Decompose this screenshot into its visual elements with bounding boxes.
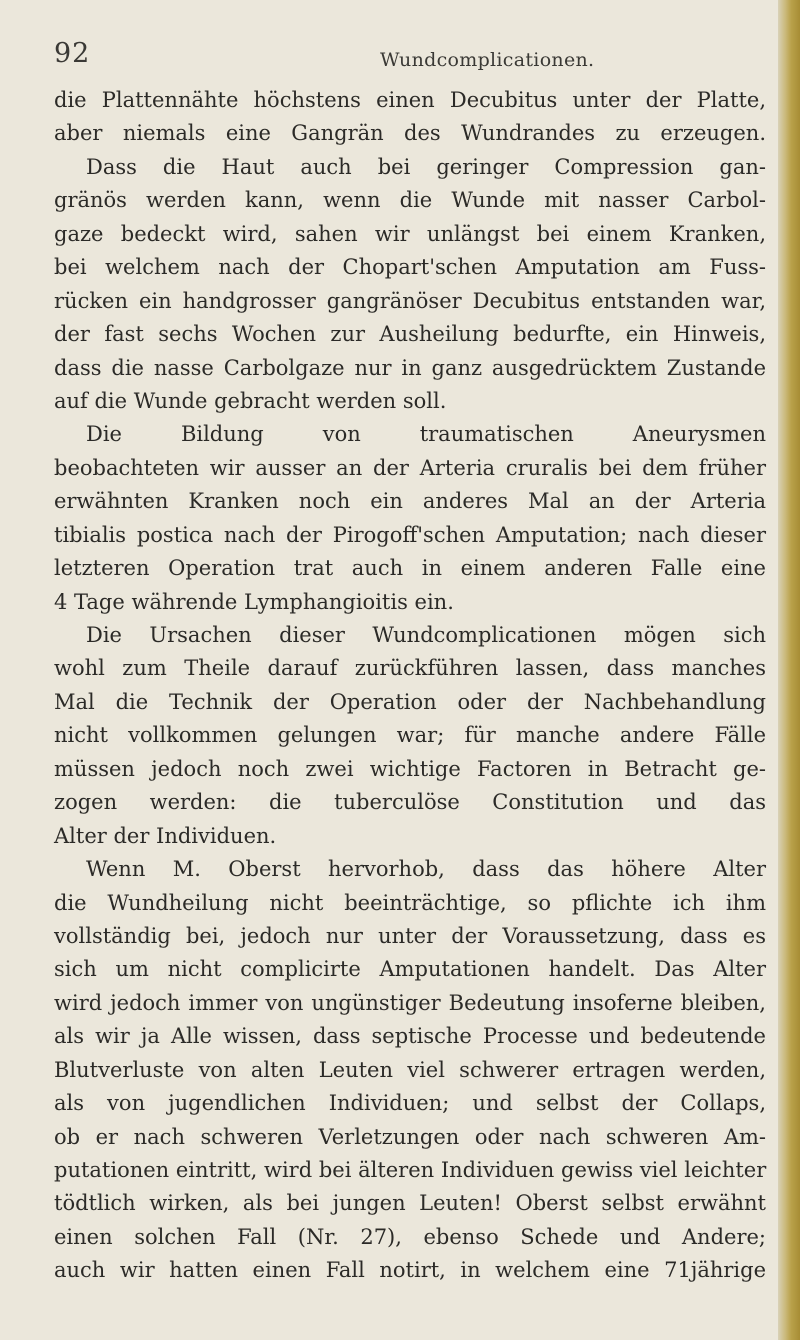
running-title: Wundcomplicationen.	[380, 49, 595, 71]
book-binding-edge	[778, 0, 800, 1340]
text-line: als von jugendlichen Individuen; und selbst der Collaps,	[54, 1091, 766, 1116]
running-header	[0, 38, 780, 71]
text-line: 4 Tage währende Lymphangioitis ein.	[54, 589, 454, 614]
text-line: Mal die Technik der Operation oder der Nachbehandlung	[54, 689, 766, 714]
text-line: wird jedoch immer von ungünstiger Bedeutung insoferne bleiben,	[54, 990, 766, 1015]
text-line: wohl zum Theile darauf zurückführen lassen, dass manches	[54, 656, 766, 681]
text-line: müssen jedoch noch zwei wichtige Factoren in Betracht ge-	[54, 756, 766, 781]
text-line: putationen eintritt, wird bei älteren Individuen gewiss viel leichter	[54, 1158, 767, 1182]
text-line: die Plattennähte höchstens einen Decubitus unter der Platte,	[54, 88, 766, 112]
body-text	[54, 84, 766, 1288]
text-line: Alter der Individuen.	[54, 823, 277, 848]
text-line: vollständig bei, jedoch nur unter der Voraussetzung, dass es	[54, 923, 766, 948]
text-line: tödtlich wirken, als bei jungen Leuten! Oberst selbst erwähnt	[54, 1191, 766, 1216]
text-line: als wir ja Alle wissen, dass septische Processe und bedeutende	[54, 1024, 766, 1049]
text-line: gränös werden kann, wenn die Wunde mit nasser Carbol-	[54, 188, 766, 213]
text-line: Blutverluste von alten Leuten viel schwerer ertragen werden,	[54, 1057, 766, 1082]
text-line: Die Bildung von traumatischen Aneurysmen	[86, 422, 766, 447]
text-line: einen solchen Fall (Nr. 27), ebenso Schede und Andere;	[54, 1224, 766, 1249]
text-line: rücken ein handgrosser gangränöser Decubitus entstanden war,	[54, 288, 766, 313]
text-line: aber niemals eine Gangrän des Wundrandes zu erzeugen.	[54, 121, 766, 146]
page-number: 92	[54, 38, 91, 69]
text-line: die Wundheilung nicht beeinträchtige, so pflichte ich ihm	[54, 890, 766, 915]
text-line: tibialis postica nach der Pirogoff'schen Amputation; nach dieser	[54, 522, 766, 547]
text-line: Dass die Haut auch bei geringer Compression gan-	[86, 154, 766, 179]
text-line: Wenn M. Oberst hervorhob, dass das höhere Alter	[86, 857, 766, 882]
text-line: auf die Wunde gebracht werden soll.	[54, 388, 447, 413]
text-line: Die Ursachen dieser Wundcomplicationen mögen sich	[86, 623, 766, 647]
text-line: nicht vollkommen gelungen war; für manche andere Fälle	[54, 723, 766, 748]
text-line: der fast sechs Wochen zur Ausheilung bedurfte, ein Hinweis,	[54, 322, 766, 347]
text-line: zogen werden: die tuberculöse Constitution und das	[54, 790, 766, 815]
text-line: dass die nasse Carbolgaze nur in ganz ausgedrücktem Zustande	[54, 355, 766, 380]
text-line: beobachteten wir ausser an der Arteria cruralis bei dem früher	[54, 455, 766, 480]
text-line: bei welchem nach der Chopart'schen Amputation am Fuss-	[54, 255, 766, 280]
text-line: ob er nach schweren Verletzungen oder nach schweren Am-	[54, 1124, 766, 1149]
text-line: gaze bedeckt wird, sahen wir unlängst bei einem Kranken,	[54, 221, 766, 246]
text-line: auch wir hatten einen Fall notirt, in welchem eine 71jährige	[54, 1258, 766, 1283]
text-line: sich um nicht complicirte Amputationen handelt. Das Alter	[54, 957, 766, 982]
text-line: letzteren Operation trat auch in einem anderen Falle eine	[54, 556, 766, 581]
text-line: erwähnten Kranken noch ein anderes Mal an der Arteria	[54, 489, 766, 514]
